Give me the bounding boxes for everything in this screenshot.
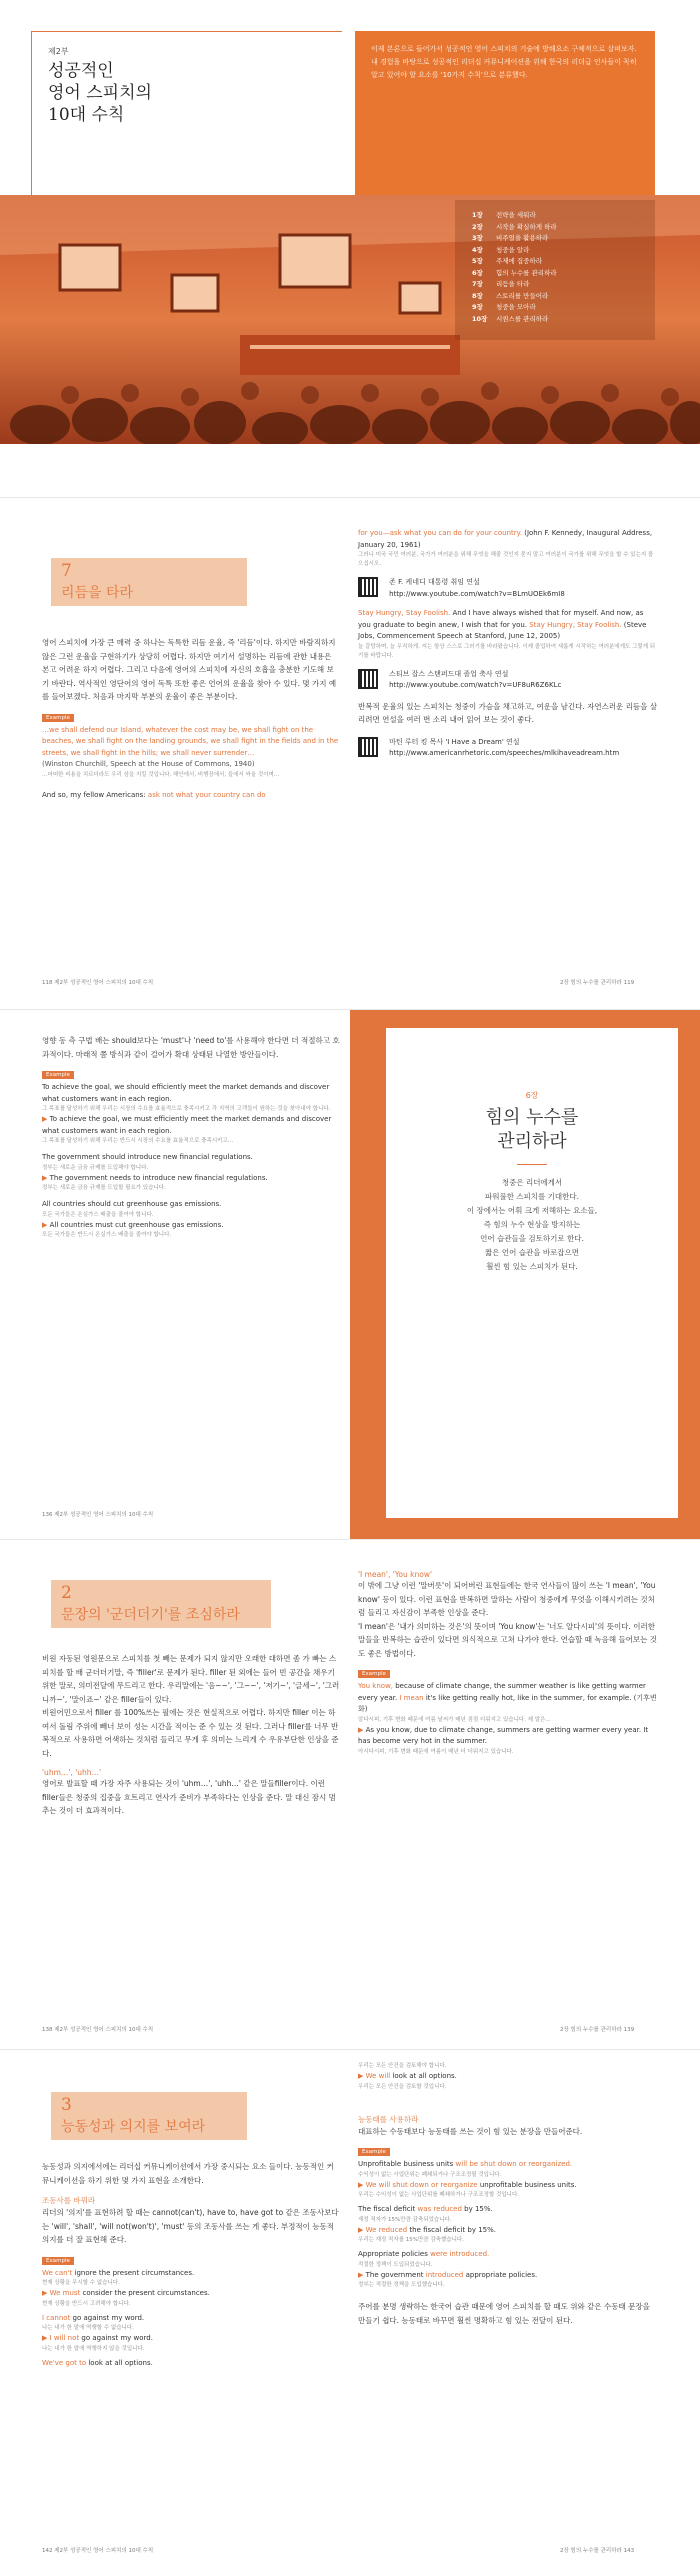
example-group <box>42 1082 340 1146</box>
video-link[interactable] <box>358 577 658 600</box>
body-text: 주어를 분명 생략하는 한국어 습관 때문에 영어 스피치를 할 때도 위와 같은 수동태 문장을 만들기 쉽다. 능동태로 바꾸면 훨씬 명확하고 힘 있는 전달이 된다. <box>358 2302 650 2325</box>
page-footer: 2장 힘의 누수를 관리하라 119 <box>560 980 635 986</box>
example-revised: ▶ I will not go against my word. <box>42 2334 153 2342</box>
example-translation: 나는 내가 한 말에 역행하지 않을 것입니다. <box>42 2345 145 2352</box>
chapter-heading-box <box>51 1580 271 1628</box>
body-text: 리더의 '의지'를 표현하려 할 때는 cannot(can't), have to, have got to 같은 조동사보다는 'will', 'shall', 'will not(won't)', 'must' 등의 조동사를 쓰는 게 좋다. 부정적이 능동적 의지를 더 잘 표현해 준다. <box>42 2208 339 2244</box>
qr-code-icon <box>358 669 378 689</box>
body-text: 영어 스피치에 가장 큰 매력 중 하나는 독특한 리듬 운율, 즉 '리듬'이다. 하지만 바람직하지 않은 그런 운율을 구현하기가 상당히 어렵다. 하지만 여기서 설명하는 리듬에 관한 내용은 본고 어려운 하지 어렵다. 그리고 다음에 영어의 스피치에 자신의 호흡을 충분한 기도해 보기 바란다. 역사적인 영단어의 영어 독특 또한 좋은 언어의 운율을 찾아 수 있다. 몇 가지 예를 들어보겠다. 처음과 마지막 부분의 운율이 좋은 부분이다. <box>42 638 337 701</box>
example-translation: 모든 국가들은 온실가스 배출을 줄여야 합니다. <box>42 1211 154 1218</box>
body-text: 반복적 운율의 있는 스피치는 청중이 가슴을 채고하고, 여운을 남긴다. 자연스러운 리듬을 살리려면 연설을 여러 번 소리 내어 읽어 보는 것이 좋다. <box>358 701 658 724</box>
example-sentence: The fiscal deficit was reduced by 15%. <box>358 2205 493 2213</box>
chapter-list-item: 4장 청중을 알라 <box>472 245 530 254</box>
example-translation: 늘 갈망하며, 늘 우직하게. 저는 항상 스스로 그러기를 바라왔습니다. 이제 졸업하여 새롭게 시작하는 여러분에게도 그렇게 되기를 바랍니다. <box>358 643 656 659</box>
chapter-number: 3 <box>61 2095 72 2115</box>
example-tag: Example <box>42 2257 74 2265</box>
example-tag: Example <box>358 1670 390 1678</box>
spread-142-143 <box>0 2049 700 2563</box>
example-translation: 정부는 새로운 금융 규제를 도입할 필요가 있습니다. <box>42 1185 166 1191</box>
example-translation: 적절한 정책이 도입되었습니다. <box>358 2261 433 2268</box>
spread-138-139 <box>0 1539 700 2049</box>
example-translation: 그러니 미국 국민 여러분, 국가가 여러분을 위해 무엇을 해줄 것인지 묻지 말고 여러분이 국가를 위해 무엇을 할 수 있는지 물으십시오. <box>358 552 654 567</box>
example-quote: And so, my fellow Americans: ask not what your country can do <box>42 790 266 799</box>
chapter-list-item: 3장 비주얼을 활용하라 <box>472 234 549 242</box>
chapter-list-item: 9장 청중을 모아라 <box>472 303 536 311</box>
chapter-list-item: 6장 힘의 누수를 관리하라 <box>472 268 557 277</box>
chapter-title: 힘의 누수를 관리하라 <box>485 1107 579 1152</box>
chapter-list-item: 10장 시퀀스를 관리하라 <box>472 314 549 323</box>
video-title: 마틴 루터 킹 목사 'I Have a Dream' 연설 <box>389 737 520 746</box>
divider <box>517 1164 547 1165</box>
chapter-list-item: 8장 스토리를 만들어라 <box>472 291 549 300</box>
body-text: 이 밖에 그냥 이런 '말버릇'이 되어버린 표현들에는 한국 연사들이 많이 쓰는 'I mean', 'You know' 등이 있다. 이런 표현을 반복하면 말하는 사람이 청중에게 무엇을 이해시키려는 것처럼 들리고 자신감이 부족한 인상을 준다. 'I mean'은 '내가 의미하는 것은'의 뜻이며 'You know'는 '너도 알다시피'의 뜻이다. 이러한 말들을 반복하는 습관이 있다면 의식적으로 고쳐 나가야 한다. 연습할 때 녹음해 들어보는 것도 좋은 방법이다. <box>358 1581 658 1658</box>
part-opener-spread <box>0 0 700 497</box>
chapter-opener-card <box>386 1028 678 1518</box>
example-translation: 그 목표를 달성하기 위해 우리는 시장의 수요를 효율적으로 충족시키고 각 지역의 고객들이 원하는 것을 찾아내야 합니다. <box>42 1106 331 1112</box>
example-revised: ▶ All countries must cut greenhouse gas emissions. <box>42 1220 224 1229</box>
example-translation: 현재 상황을 무시할 수 없습니다. <box>42 2280 120 2286</box>
video-link[interactable] <box>358 669 658 692</box>
example-sentence: The government should introduce new financial regulations. <box>42 1153 253 1161</box>
example-revised: ▶ The government introduced appropriate policies. <box>358 2270 538 2279</box>
example-revised: ▶ We will look at all options. <box>358 2072 457 2080</box>
example-sentence: Appropriate policies were introduced. <box>358 2250 490 2258</box>
example-revised: ▶ We will shut down or reorganize unprofitable business units. <box>358 2180 577 2189</box>
chapter-number: 7 <box>61 561 72 581</box>
example-sentence: Unprofitable business units will be shut down or reorganized. <box>358 2160 573 2168</box>
example-revised: ▶ We must consider the present circumstances. <box>42 2289 210 2297</box>
body-text: 영어로 발표할 때 가장 자주 사용되는 것이 'uhm…', 'uhh…' 같은 말들filler이다. 이런 filler들은 청중의 집중을 흐트리고 연사가 준비가 부족하다는 인상을 준다. 말 대신 잠시 멈추는 것이 더 효과적이다. <box>42 1779 336 1815</box>
example-sentence: All countries should cut greenhouse gas emissions. <box>42 1200 222 1208</box>
example-translation: 정부는 적절한 정책을 도입했습니다. <box>358 2282 445 2288</box>
chapter-heading-box <box>51 2092 247 2140</box>
video-url[interactable]: http://www.youtube.com/watch?v=UF8uR6Z6KLc <box>389 681 562 689</box>
example-translation: 나는 내가 한 말에 역행할 수 없습니다. <box>42 2325 134 2331</box>
body-text: 영향 동 측 구법 배는 should보다는 'must'나 'need to'를 사용해야 한다면 더 적절하고 호과적이다. 마래적 쯤 방식과 같이 걸어가 확대 상태된 나열한 방안들이다. <box>42 1036 340 1059</box>
example-sentence: I cannot go against my word. <box>42 2313 145 2322</box>
example-group <box>42 1199 340 1240</box>
example-revised: ▶ The government needs to introduce new financial regulations. <box>42 1173 268 1182</box>
chapter-heading-box <box>51 558 247 606</box>
example-translation: 알다시피, 기후 변화 때문에 여름 날씨가 매년 점점 더워지고 있습니다. 제 말은… <box>358 1716 551 1723</box>
chapter-list-item: 7장 리듬을 타라 <box>472 280 530 288</box>
example-translation: 수익성이 없는 사업단위는 폐쇄되거나 구조조정될 것입니다. <box>358 2171 502 2178</box>
video-url[interactable]: http://www.americanrhetoric.com/speeches/mlkihaveadream.htm <box>389 749 620 757</box>
part-title: 성공적인 영어 스피치의 10대 수칙 <box>48 61 152 125</box>
chapter-title: 문장의 '군더더기'를 조심하라 <box>61 1607 240 1623</box>
chapter-list <box>472 210 642 325</box>
chapter-number: 2 <box>61 1583 72 1603</box>
video-title: 스티브 잡스 스탠퍼드대 졸업 축사 연설 <box>389 669 509 678</box>
body-text: 능동성과 의지에서에는 리더십 커뮤니케이션에서 가장 중시되는 요소 들이다. 능동적인 커뮤니케이션을 하기 위한 몇 가지 표현을 소개한다. <box>42 2162 334 2185</box>
example-revised: ▶ As you know, due to climate change, summers are getting warmer every year. It has become very hot in the summer. <box>358 1725 649 1745</box>
example-translation: 아시다시피, 기후 변화 때문에 여름이 매년 더 더워지고 있습니다. <box>358 1748 514 1755</box>
page-footer: 2장 힘의 누수를 관리하라 139 <box>560 2027 635 2033</box>
spread-136-137 <box>0 1009 700 1539</box>
page-footer: 136 제2부 성공적인 영어 스피치의 10대 수칙 <box>42 1512 154 1518</box>
video-link[interactable] <box>358 737 658 760</box>
chapter-list-item: 5장 주제에 집중하라 <box>472 257 543 265</box>
chapter-list-item: 2장 시작을 확실하게 하라 <box>472 222 557 231</box>
example-revised: ▶ To achieve the goal, we must efficiently meet the market demands and discover what customers want in each region. <box>42 1115 332 1135</box>
example-translation: 우리는 모든 안건을 검토해야 합니다. <box>358 2063 447 2069</box>
example-translation: 현재 상황을 반드시 고려해야 합니다. <box>42 2300 131 2307</box>
example-sentence: We've got to look at all options. <box>42 2358 153 2367</box>
example-sentence: To achieve the goal, we should efficiently meet the market demands and discover what customers want in each region. <box>42 1083 330 1103</box>
body-text: 대표하는 수동태보다 능동태를 쓰는 것이 힘 있는 분장을 만들어준다. <box>358 2126 583 2136</box>
example-translation: 정부는 새로운 금융 규제를 도입해야 합니다. <box>42 1164 149 1171</box>
section-subheading: 'I mean', 'You know' <box>358 1570 433 1579</box>
page-footer: 138 제2부 성공적인 영어 스피치의 10대 수칙 <box>42 2027 154 2033</box>
chapter-description: 청중은 리더에게서 파워풀한 스피치를 기대한다. 이 장에서는 어휘 크게 저해하는 요소들, 즉 힘의 누수 현상을 방지하는 언어 습관들을 검토하기로 한다. 짧은 언어 습관을 바로잡으면 훨씬 힘 있는 스피치가 된다. <box>466 1178 598 1271</box>
chapter-label: 6장 <box>525 1091 539 1100</box>
body-text: 비원 자동된 영원문으로 스피치를 첫 빼는 문제가 되지 않지만 오래한 대하면 좀 가 빠는 스피치를 할 배 군더더기말, 즉 'filler'로 문제가 된다. filler 된 외에는 들어 빈 공간을 채우기 위한 말로, 의미전달에 무드리고 한다. 우리말에는 '음~~', '그~~', '저기~', '글세~', '그러니까~', '말이죠~' 같은 filler들이 있다. 비원어민으로서 filler 를 100%쓰는 필에는 것은 현실적으로 어렵다. 하지만 filler 이는 하여서 돌림 주위에 빼너 보이 성는 시간을 적이는 준 수 있는 것 된다. 그러나 filler를 너무 반복적으로 사용하면 어색하는 것처럼 들리고 무게 후 의미는 느리게 수 우유부단한 인상을 준다. <box>42 1654 340 1758</box>
video-url[interactable]: http://www.youtube.com/watch?v=BLmUOEk6mI8 <box>389 589 565 598</box>
qr-code-icon <box>358 577 378 597</box>
example-translation: 그 목표를 달성하기 위해 우리는 반드시 시장의 수요를 효율적으로 충족시키고… <box>42 1138 234 1144</box>
chapter-opener-panel <box>350 1010 700 1540</box>
chapter-title: 능동성과 의지를 보여라 <box>61 2119 206 2135</box>
example-quote: …we shall defend our Island, whatever the cost may be, we shall fight on the beaches, we shall fight on the landing grounds, we shall fight in the fields and in the streets, we shall fight in the hills; we shall never surrender… <box>42 725 339 757</box>
example-translation: 재정 적자가 15%만큼 감축되었습니다. <box>358 2216 452 2223</box>
example-translation: …어떠한 비용을 치르더라도 우리 섬을 지킬 것입니다. 해안에서, 비행장에서, 들에서 싸울 것이며… <box>42 771 280 778</box>
chapter-title: 리듬을 타라 <box>61 585 134 601</box>
example-translation: 우리는 재정 적자를 15%만큼 감축했습니다. <box>358 2237 464 2243</box>
section-subheading: 조동사를 바꿔라 <box>42 2196 96 2205</box>
example-sentence: We can't ignore the present circumstances. <box>42 2268 195 2277</box>
example-tag: Example <box>42 1071 74 1079</box>
page-footer: 118 제2부 성공적인 영어 스피치의 10대 수칙 <box>42 980 154 986</box>
section-subheading: 능동태를 사용하라 <box>358 2114 419 2124</box>
page-footer: 2장 힘의 누수를 관리하라 143 <box>560 2548 635 2554</box>
example-quote: Stay Hungry, Stay Foolish. And I have always wished that for myself. And now, as you graduate to begin anew, I wish that for you. Stay Hungry, Stay Foolish. (Steve Jobs, Commencement Speech at Stanford, June 12, 2005) <box>358 609 647 640</box>
video-title: 존 F. 케네디 대통령 취임 연설 <box>389 578 480 586</box>
example-translation: 우리는 수익성이 없는 사업단위를 폐쇄하거나 구조조정할 것입니다. <box>358 2192 520 2198</box>
example-tag: Example <box>42 714 74 722</box>
qr-code-icon <box>358 737 378 757</box>
example-group <box>42 1152 340 1193</box>
example-revised: ▶ We reduced the fiscal deficit by 15%. <box>358 2225 496 2234</box>
part-intro: 이제 본론으로 들어가서 성공적인 영어 스피치의 기술에 방해요소 구체적으로 살펴보자. 내 경험을 바탕으로 성공적인 리더십 커뮤니케이션을 위해 한국의 리더급 인사들이 꼭히 알고 있어야 할 요소를 '10가지 수칙'으로 분류했다. <box>355 31 655 227</box>
example-translation: 모든 국가들은 반드시 온실가스 배출을 줄여야 합니다. <box>42 1232 172 1238</box>
part-number: 제2부 <box>48 47 69 56</box>
chapter-list-item: 1장 전략을 세워라 <box>472 211 536 219</box>
example-sentence: You know, because of climate change, the summer weather is like getting warmer every year. I mean it's like getting really hot, like in the summer, for example. (기후변화) <box>358 1682 657 1713</box>
example-quote: for you—ask what you can do for your country. (John F. Kennedy, Inaugural Address, January 20, 1961) <box>358 529 653 549</box>
example-source: (Winston Churchill, Speech at the House of Commons, 1940) <box>42 760 255 768</box>
example-tag: Example <box>358 2148 390 2156</box>
spread-118-119 <box>0 497 700 1009</box>
section-subheading: 'uhm…', 'uhh…' <box>42 1768 102 1777</box>
example-translation: 우리는 모든 안건을 검토할 것입니다. <box>358 2083 447 2090</box>
page-footer: 142 제2부 성공적인 영어 스피치의 10대 수칙 <box>42 2548 154 2554</box>
